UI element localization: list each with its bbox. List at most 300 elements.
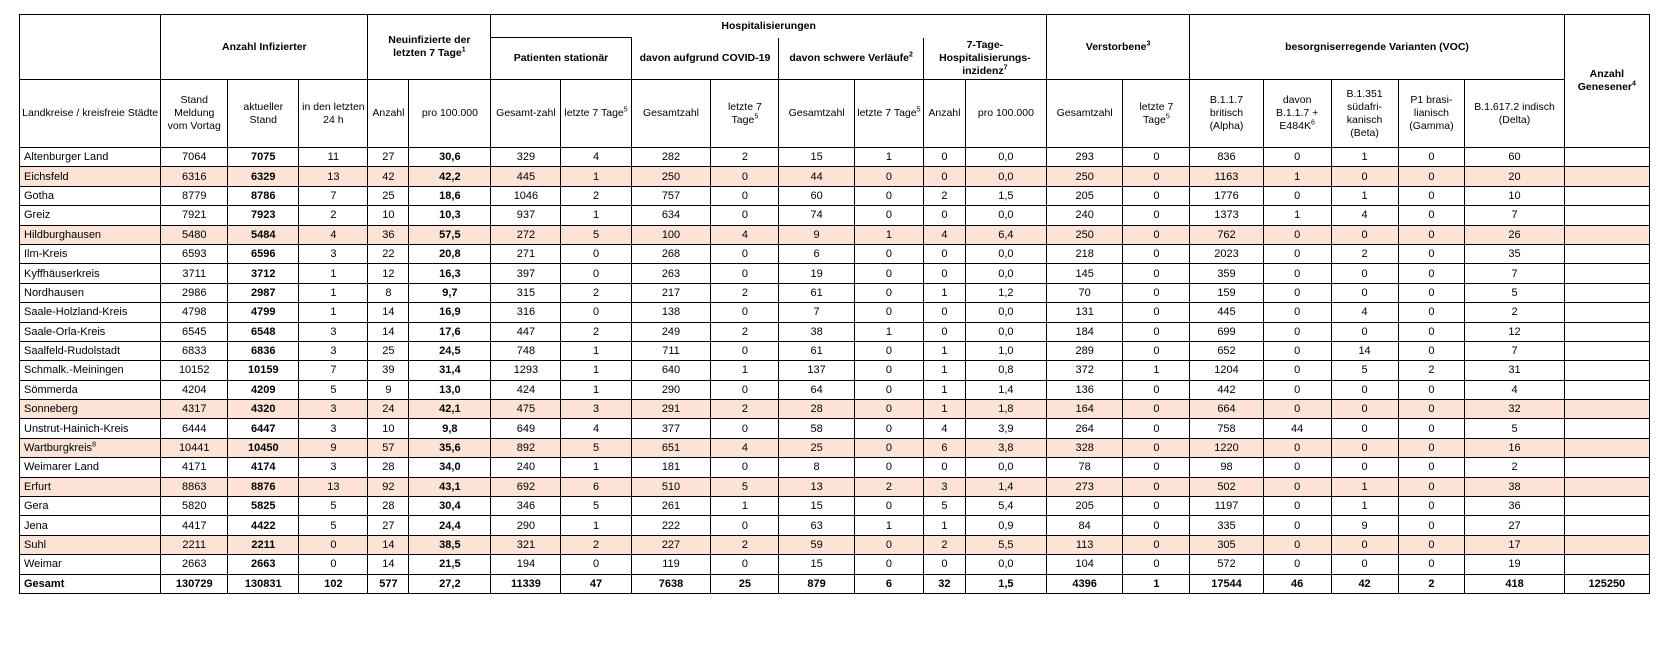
data-cell: 0 bbox=[1398, 244, 1465, 263]
data-cell: 0 bbox=[1398, 419, 1465, 438]
data-cell: 0 bbox=[711, 555, 779, 574]
data-cell: 264 bbox=[1046, 419, 1123, 438]
data-cell: 0 bbox=[711, 341, 779, 360]
data-cell: 0 bbox=[1263, 458, 1331, 477]
data-cell: 937 bbox=[491, 206, 561, 225]
data-cell: 28 bbox=[368, 497, 409, 516]
region-name-cell bbox=[20, 264, 161, 283]
table-row bbox=[20, 555, 1650, 574]
data-cell: 2211 bbox=[161, 535, 228, 554]
data-cell: 335 bbox=[1190, 516, 1263, 535]
data-cell: 0 bbox=[1123, 322, 1190, 341]
data-cell: 424 bbox=[491, 380, 561, 399]
data-cell: 0,0 bbox=[965, 264, 1046, 283]
data-cell: 0 bbox=[854, 458, 923, 477]
data-cell: 1 bbox=[1331, 186, 1398, 205]
data-cell: 7 bbox=[299, 186, 368, 205]
data-cell: 10159 bbox=[228, 361, 299, 380]
data-cell: 5 bbox=[923, 497, 965, 516]
data-cell: 4204 bbox=[161, 380, 228, 399]
data-cell: 445 bbox=[1190, 303, 1263, 322]
data-cell bbox=[1564, 244, 1649, 263]
data-cell: 9 bbox=[779, 225, 855, 244]
data-cell: 0 bbox=[1123, 497, 1190, 516]
footnote-marker: 2 bbox=[908, 51, 913, 59]
data-cell: 250 bbox=[1046, 225, 1123, 244]
data-cell: 1 bbox=[561, 380, 631, 399]
region-name-cell bbox=[20, 438, 161, 457]
data-cell: 11 bbox=[299, 148, 368, 167]
data-cell: 4422 bbox=[228, 516, 299, 535]
data-cell: 0 bbox=[1123, 400, 1190, 419]
data-cell: 2 bbox=[711, 322, 779, 341]
data-cell: 102 bbox=[299, 574, 368, 593]
data-cell: 1,5 bbox=[965, 186, 1046, 205]
data-cell: 25 bbox=[711, 574, 779, 593]
data-cell: 4396 bbox=[1046, 574, 1123, 593]
region-name-cell bbox=[20, 497, 161, 516]
data-cell: 18,6 bbox=[409, 186, 491, 205]
data-cell: 879 bbox=[779, 574, 855, 593]
region-name-cell bbox=[20, 167, 161, 186]
col-header-gesamtzahl: Gesamtzahl bbox=[631, 80, 711, 148]
data-cell: 359 bbox=[1190, 264, 1263, 283]
col-header-letzte-7-tage bbox=[711, 80, 779, 148]
data-cell: 0 bbox=[1123, 303, 1190, 322]
data-cell: 1 bbox=[711, 497, 779, 516]
data-cell: 1 bbox=[561, 206, 631, 225]
data-cell: 272 bbox=[491, 225, 561, 244]
table-row bbox=[20, 148, 1650, 167]
table-row bbox=[20, 438, 1650, 457]
region-name: Ilm-Kreis bbox=[24, 248, 68, 261]
data-cell: 46 bbox=[1263, 574, 1331, 593]
data-cell: 0 bbox=[1398, 148, 1465, 167]
region-name: Gesamt bbox=[24, 577, 65, 590]
data-cell: 372 bbox=[1046, 361, 1123, 380]
data-cell: 0 bbox=[1398, 206, 1465, 225]
data-cell: 38 bbox=[779, 322, 855, 341]
data-cell: 0 bbox=[1331, 264, 1398, 283]
data-cell: 5 bbox=[561, 225, 631, 244]
region-name-cell bbox=[20, 186, 161, 205]
data-cell: 184 bbox=[1046, 322, 1123, 341]
header-genesene-text: Anzahl Genesener bbox=[1577, 68, 1633, 93]
data-cell: 28 bbox=[368, 458, 409, 477]
header-hospitalisierungen: Hospitalisierungen bbox=[491, 15, 1046, 38]
data-cell: 0 bbox=[1263, 361, 1331, 380]
table-row bbox=[20, 264, 1650, 283]
data-cell: 42,1 bbox=[409, 400, 491, 419]
data-cell: 0 bbox=[1123, 283, 1190, 302]
data-cell: 57,5 bbox=[409, 225, 491, 244]
region-name-cell bbox=[20, 555, 161, 574]
data-cell: 30,6 bbox=[409, 148, 491, 167]
data-cell: 14 bbox=[368, 555, 409, 574]
col-header-gesamtzahl: Gesamtzahl bbox=[1046, 80, 1123, 148]
data-cell: 0 bbox=[923, 244, 965, 263]
data-cell: 7921 bbox=[161, 206, 228, 225]
footnote-marker: 5 bbox=[1165, 113, 1170, 120]
region-name-cell bbox=[20, 380, 161, 399]
data-cell: 0 bbox=[854, 419, 923, 438]
data-cell: 0 bbox=[1398, 167, 1465, 186]
data-cell: 6316 bbox=[161, 167, 228, 186]
data-cell: 8876 bbox=[228, 477, 299, 496]
data-cell: 64 bbox=[779, 380, 855, 399]
table-row bbox=[20, 206, 1650, 225]
data-cell: 664 bbox=[1190, 400, 1263, 419]
data-cell: 5 bbox=[299, 497, 368, 516]
data-cell: 0 bbox=[1398, 283, 1465, 302]
region-name: Erfurt bbox=[24, 480, 51, 493]
header-schwere-verlaeufe bbox=[779, 38, 924, 80]
data-cell: 2211 bbox=[228, 535, 299, 554]
data-cell: 32 bbox=[923, 574, 965, 593]
data-cell: 2 bbox=[923, 186, 965, 205]
data-cell: 4 bbox=[1331, 303, 1398, 322]
data-cell: 130831 bbox=[228, 574, 299, 593]
data-cell: 0 bbox=[1123, 264, 1190, 283]
data-cell: 5 bbox=[299, 516, 368, 535]
header-verstorbene-text: Verstorbene bbox=[1085, 40, 1147, 53]
data-cell: 1293 bbox=[491, 361, 561, 380]
region-name-cell bbox=[20, 477, 161, 496]
data-cell: 1,2 bbox=[965, 283, 1046, 302]
data-cell: 3 bbox=[299, 322, 368, 341]
header-genesene bbox=[1564, 15, 1649, 148]
data-cell bbox=[1564, 264, 1649, 283]
data-cell: 7 bbox=[1465, 264, 1564, 283]
data-cell: 4174 bbox=[228, 458, 299, 477]
data-cell: 205 bbox=[1046, 186, 1123, 205]
data-cell: 0 bbox=[854, 341, 923, 360]
region-name-cell bbox=[20, 400, 161, 419]
data-cell: 692 bbox=[491, 477, 561, 496]
data-cell: 447 bbox=[491, 322, 561, 341]
data-cell bbox=[1564, 555, 1649, 574]
col-header-aktueller-stand: aktueller Stand bbox=[228, 80, 299, 148]
data-cell: 57 bbox=[368, 438, 409, 457]
data-cell: 0 bbox=[1123, 244, 1190, 263]
data-cell: 2 bbox=[711, 283, 779, 302]
data-cell: 42 bbox=[1331, 574, 1398, 593]
data-cell: 63 bbox=[779, 516, 855, 535]
data-cell: 442 bbox=[1190, 380, 1263, 399]
data-cell: 0 bbox=[854, 283, 923, 302]
data-cell: 0,0 bbox=[965, 167, 1046, 186]
data-cell: 397 bbox=[491, 264, 561, 283]
data-cell: 2 bbox=[923, 535, 965, 554]
data-cell: 6548 bbox=[228, 322, 299, 341]
data-cell: 0 bbox=[1263, 535, 1331, 554]
data-cell: 0 bbox=[1331, 380, 1398, 399]
data-cell: 145 bbox=[1046, 264, 1123, 283]
data-cell: 130729 bbox=[161, 574, 228, 593]
data-cell: 757 bbox=[631, 186, 711, 205]
data-cell: 0 bbox=[1263, 283, 1331, 302]
data-cell: 0 bbox=[1263, 148, 1331, 167]
data-cell: 0 bbox=[854, 303, 923, 322]
data-cell: 1 bbox=[923, 400, 965, 419]
data-cell: 100 bbox=[631, 225, 711, 244]
data-cell: 7 bbox=[1465, 206, 1564, 225]
data-cell: 2 bbox=[711, 535, 779, 554]
data-cell bbox=[1564, 438, 1649, 457]
data-cell: 0 bbox=[1331, 225, 1398, 244]
data-cell: 9 bbox=[299, 438, 368, 457]
col-header-letzte-7-text: letzte 7 Tage bbox=[1139, 100, 1174, 126]
data-cell: 24,4 bbox=[409, 516, 491, 535]
data-cell: 10152 bbox=[161, 361, 228, 380]
data-cell: 159 bbox=[1190, 283, 1263, 302]
data-cell: 1 bbox=[1331, 497, 1398, 516]
data-cell: 1 bbox=[561, 458, 631, 477]
region-name-cell bbox=[20, 341, 161, 360]
data-cell bbox=[1564, 497, 1649, 516]
data-cell: 5 bbox=[1331, 361, 1398, 380]
data-cell: 0 bbox=[1331, 400, 1398, 419]
data-cell bbox=[1564, 400, 1649, 419]
data-cell: 2 bbox=[854, 477, 923, 496]
data-cell: 7 bbox=[1465, 341, 1564, 360]
data-cell: 36 bbox=[1465, 497, 1564, 516]
table-row bbox=[20, 283, 1650, 302]
data-cell: 0 bbox=[854, 264, 923, 283]
data-cell: 321 bbox=[491, 535, 561, 554]
region-name: Sonneberg bbox=[24, 403, 78, 416]
footnote-marker: 3 bbox=[1146, 40, 1151, 47]
data-cell: 2 bbox=[1465, 458, 1564, 477]
data-cell bbox=[1564, 303, 1649, 322]
header-voc: besorgniserregende Varianten (VOC) bbox=[1190, 15, 1564, 80]
data-cell: 0 bbox=[561, 244, 631, 263]
data-cell: 217 bbox=[631, 283, 711, 302]
data-cell: 25 bbox=[368, 341, 409, 360]
data-cell: 0 bbox=[1398, 535, 1465, 554]
data-cell: 31,4 bbox=[409, 361, 491, 380]
data-cell: 0 bbox=[1398, 497, 1465, 516]
data-cell: 1046 bbox=[491, 186, 561, 205]
data-cell: 22 bbox=[368, 244, 409, 263]
data-cell bbox=[1564, 516, 1649, 535]
data-cell: 249 bbox=[631, 322, 711, 341]
col-header-beta: B.1.351 südafri-kanisch (Beta) bbox=[1331, 80, 1398, 148]
region-name-cell bbox=[20, 148, 161, 167]
data-cell: 5,5 bbox=[965, 535, 1046, 554]
data-cell: 205 bbox=[1046, 497, 1123, 516]
data-cell: 5 bbox=[1465, 283, 1564, 302]
footnote-marker: 7 bbox=[1003, 64, 1008, 72]
data-cell: 8786 bbox=[228, 186, 299, 205]
data-cell: 13 bbox=[779, 477, 855, 496]
data-cell: 2663 bbox=[161, 555, 228, 574]
data-cell: 4 bbox=[299, 225, 368, 244]
data-cell: 0 bbox=[854, 244, 923, 263]
data-cell: 5,4 bbox=[965, 497, 1046, 516]
data-cell: 0 bbox=[854, 438, 923, 457]
data-cell: 3 bbox=[299, 458, 368, 477]
region-name: Gotha bbox=[24, 189, 54, 202]
data-cell: 1 bbox=[561, 361, 631, 380]
data-cell bbox=[1564, 283, 1649, 302]
data-cell: 271 bbox=[491, 244, 561, 263]
data-cell: 261 bbox=[631, 497, 711, 516]
data-cell: 1,5 bbox=[965, 574, 1046, 593]
data-cell: 2 bbox=[299, 206, 368, 225]
data-cell: 31 bbox=[1465, 361, 1564, 380]
data-cell: 1 bbox=[923, 380, 965, 399]
data-cell: 0 bbox=[711, 380, 779, 399]
region-name: Suhl bbox=[24, 539, 47, 551]
data-cell: 2986 bbox=[161, 283, 228, 302]
data-cell: 12 bbox=[368, 264, 409, 283]
data-cell: 7638 bbox=[631, 574, 711, 593]
data-cell: 1,4 bbox=[965, 477, 1046, 496]
data-cell: 9 bbox=[1331, 516, 1398, 535]
data-cell: 0 bbox=[1263, 244, 1331, 263]
header-covid19: davon aufgrund COVID-19 bbox=[631, 38, 779, 80]
data-cell: 4 bbox=[711, 438, 779, 457]
region-name: Sömmerda bbox=[24, 383, 78, 396]
data-cell bbox=[1564, 206, 1649, 225]
data-cell: 58 bbox=[779, 419, 855, 438]
col-header-gesamtzahl: Gesamt-zahl bbox=[491, 80, 561, 148]
col-header-e484k bbox=[1263, 80, 1331, 148]
data-cell: 1 bbox=[1123, 361, 1190, 380]
data-cell: 328 bbox=[1046, 438, 1123, 457]
data-cell: 16,9 bbox=[409, 303, 491, 322]
footnote-marker: 5 bbox=[754, 113, 759, 120]
data-cell: 1220 bbox=[1190, 438, 1263, 457]
data-cell: 291 bbox=[631, 400, 711, 419]
data-cell: 0 bbox=[1398, 303, 1465, 322]
data-cell: 0 bbox=[854, 555, 923, 574]
data-cell: 1 bbox=[854, 516, 923, 535]
data-cell: 0,0 bbox=[965, 458, 1046, 477]
data-cell: 892 bbox=[491, 438, 561, 457]
data-cell: 0 bbox=[711, 264, 779, 283]
table-row bbox=[20, 361, 1650, 380]
data-cell: 0 bbox=[923, 264, 965, 283]
data-cell: 7 bbox=[299, 361, 368, 380]
data-cell: 0 bbox=[1123, 535, 1190, 554]
data-cell: 475 bbox=[491, 400, 561, 419]
data-cell: 0 bbox=[854, 400, 923, 419]
data-cell: 0 bbox=[854, 535, 923, 554]
data-cell: 35,6 bbox=[409, 438, 491, 457]
data-cell: 15 bbox=[779, 497, 855, 516]
data-cell: 9,7 bbox=[409, 283, 491, 302]
data-cell: 7075 bbox=[228, 148, 299, 167]
data-cell: 0 bbox=[1331, 535, 1398, 554]
data-cell: 27 bbox=[368, 516, 409, 535]
data-cell: 92 bbox=[368, 477, 409, 496]
data-cell: 4 bbox=[561, 148, 631, 167]
data-cell: 0 bbox=[1123, 477, 1190, 496]
report-container bbox=[19, 14, 1650, 594]
data-cell: 2 bbox=[561, 322, 631, 341]
data-cell: 0 bbox=[1398, 186, 1465, 205]
data-cell: 0 bbox=[1123, 516, 1190, 535]
data-cell: 43,1 bbox=[409, 477, 491, 496]
data-cell: 3712 bbox=[228, 264, 299, 283]
region-name: Saalfeld-Rudolstadt bbox=[24, 345, 121, 358]
data-cell: 0 bbox=[561, 303, 631, 322]
data-cell: 4 bbox=[711, 225, 779, 244]
data-cell: 10 bbox=[368, 419, 409, 438]
data-cell: 263 bbox=[631, 264, 711, 283]
data-cell: 0 bbox=[711, 206, 779, 225]
data-cell: 0 bbox=[854, 361, 923, 380]
data-cell bbox=[1564, 322, 1649, 341]
data-cell: 4799 bbox=[228, 303, 299, 322]
data-cell: 0 bbox=[1398, 225, 1465, 244]
data-cell: 14 bbox=[368, 535, 409, 554]
data-cell: 1 bbox=[854, 148, 923, 167]
data-cell: 20,8 bbox=[409, 244, 491, 263]
data-cell: 0 bbox=[1123, 555, 1190, 574]
data-cell: 0 bbox=[711, 186, 779, 205]
data-cell: 711 bbox=[631, 341, 711, 360]
data-cell: 17544 bbox=[1190, 574, 1263, 593]
data-cell: 3,8 bbox=[965, 438, 1046, 457]
data-cell: 21,5 bbox=[409, 555, 491, 574]
data-cell: 3 bbox=[923, 477, 965, 496]
data-cell: 2 bbox=[711, 148, 779, 167]
table-row bbox=[20, 380, 1650, 399]
data-cell: 577 bbox=[368, 574, 409, 593]
data-cell: 4 bbox=[923, 419, 965, 438]
data-cell: 315 bbox=[491, 283, 561, 302]
data-cell: 8 bbox=[779, 458, 855, 477]
data-cell: 0 bbox=[1398, 438, 1465, 457]
data-cell bbox=[1564, 458, 1649, 477]
data-cell: 316 bbox=[491, 303, 561, 322]
data-cell: 2 bbox=[1398, 361, 1465, 380]
region-name: Saale-Orla-Kreis bbox=[24, 325, 106, 338]
table-row bbox=[20, 535, 1650, 554]
data-cell: 19 bbox=[779, 264, 855, 283]
data-cell: 5825 bbox=[228, 497, 299, 516]
data-cell: 5484 bbox=[228, 225, 299, 244]
data-cell: 0 bbox=[299, 535, 368, 554]
data-cell: 2 bbox=[561, 535, 631, 554]
data-cell: 1 bbox=[299, 283, 368, 302]
data-cell: 8779 bbox=[161, 186, 228, 205]
data-cell: 4 bbox=[561, 419, 631, 438]
col-header-e484k-text: davon B.1.1.7 + E484K bbox=[1275, 94, 1319, 132]
data-cell: 15 bbox=[779, 148, 855, 167]
data-cell: 1 bbox=[1263, 167, 1331, 186]
data-cell: 0 bbox=[1331, 283, 1398, 302]
data-cell: 3,9 bbox=[965, 419, 1046, 438]
data-cell: 0 bbox=[1398, 264, 1465, 283]
region-name: Gera bbox=[24, 500, 49, 513]
col-header-region: Landkreise / kreisfreie Städte bbox=[20, 80, 161, 148]
table-row bbox=[20, 400, 1650, 419]
data-cell: 26 bbox=[1465, 225, 1564, 244]
data-cell: 11339 bbox=[491, 574, 561, 593]
data-cell: 0 bbox=[1263, 497, 1331, 516]
data-cell: 290 bbox=[491, 516, 561, 535]
data-cell: 2 bbox=[561, 186, 631, 205]
data-cell: 42,2 bbox=[409, 167, 491, 186]
data-cell: 61 bbox=[779, 341, 855, 360]
data-cell: 640 bbox=[631, 361, 711, 380]
data-cell: 6 bbox=[923, 438, 965, 457]
data-cell: 3 bbox=[299, 419, 368, 438]
